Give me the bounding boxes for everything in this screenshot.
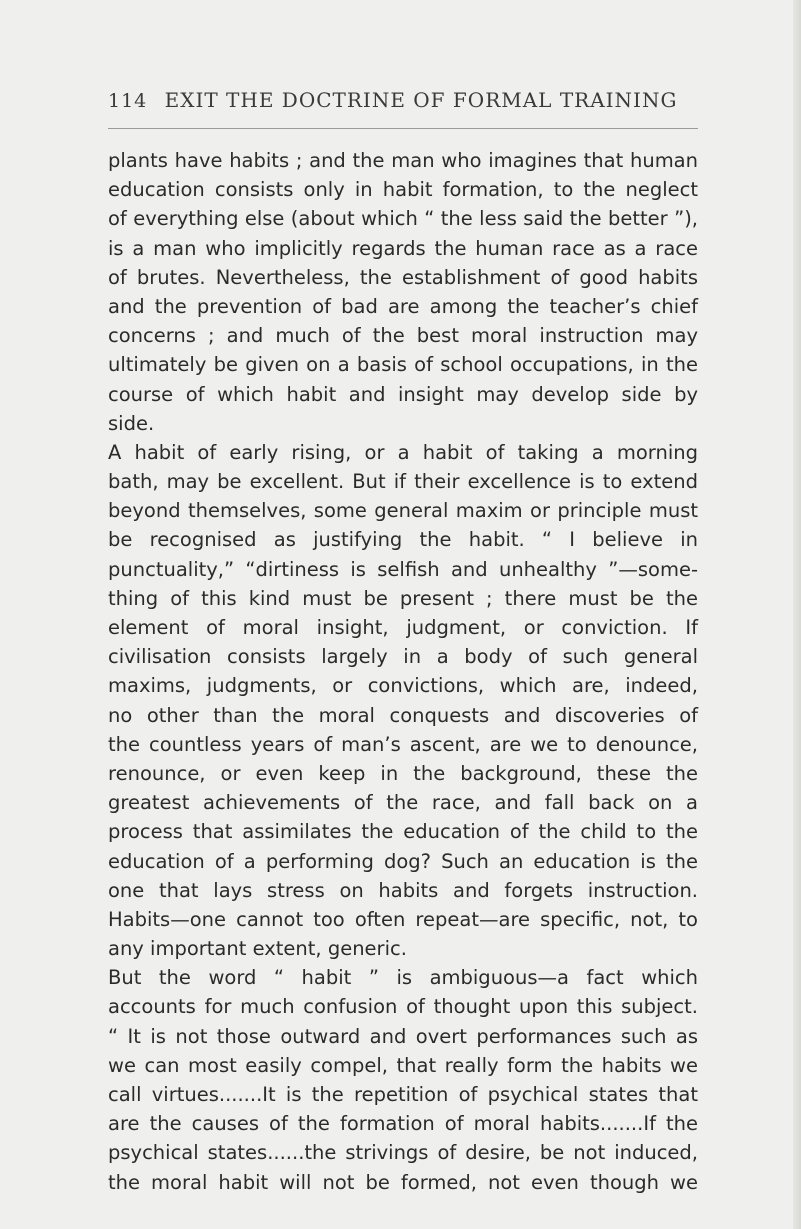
body-text <box>108 146 698 1197</box>
text-line: accounts for much confusion of thought upon this subject. <box>108 995 698 1019</box>
text-line: education consists only in habit formation, to the neglect <box>108 178 698 202</box>
text-line: be recognised as justifying the habit. “ I believe in <box>108 528 698 552</box>
text-line: concerns ; and much of the best moral instruction may <box>108 324 698 348</box>
text-line: no other than the moral conquests and discoveries of <box>108 703 698 727</box>
page-number: 114 <box>108 90 148 112</box>
text-line: greatest achievements of the race, and fall back on a <box>108 791 698 815</box>
text-line: course of which habit and insight may develop side by <box>108 382 698 406</box>
text-line: element of moral insight, judgment, or conviction. If <box>108 616 698 639</box>
header-rule <box>108 128 698 129</box>
text-line: punctuality,” “dirtiness is selfish and unhealthy ”—some- <box>108 557 698 581</box>
text-line: call virtues.......It is the repetition of psychical states that <box>108 1083 698 1106</box>
text-line: Habits—one cannot too often repeat—are specific, not, to <box>108 907 698 931</box>
text-line: of brutes. Nevertheless, the establishment of good habits <box>108 265 698 289</box>
text-line: process that assimilates the education of the child to the <box>108 820 698 844</box>
text-line: the moral habit will not be formed, not even though we <box>108 1170 698 1194</box>
text-line: and the prevention of bad are among the teacher’s chief <box>108 294 698 318</box>
text-line: maxims, judgments, or convictions, which are, indeed, <box>108 674 698 698</box>
text-line: civilisation consists largely in a body of such general <box>108 645 698 669</box>
text-line: plants have habits ; and the man who imagines that human <box>108 149 698 172</box>
text-line: But the word “ habit ” is ambiguous—a fact which <box>108 966 698 990</box>
text-line: any important extent, generic. <box>108 937 407 961</box>
text-line: side. <box>108 411 155 435</box>
text-line: one that lays stress on habits and forgets instruction. <box>108 878 698 902</box>
text-line: are the causes of the formation of moral habits.......If the <box>108 1112 698 1136</box>
text-line: we can most easily compel, that really form the habits we <box>108 1053 698 1077</box>
text-line: bath, may be excellent. But if their excellence is to extend <box>108 470 698 494</box>
page-edge-shadow <box>793 0 801 1229</box>
text-line: the countless years of man’s ascent, are we to denounce, <box>108 732 698 756</box>
running-header <box>108 88 698 112</box>
text-line: renounce, or even keep in the background, these the <box>108 761 698 785</box>
text-line: psychical states......the strivings of desire, be not induced, <box>108 1141 698 1165</box>
text-line: A habit of early rising, or a habit of taking a morning <box>108 440 698 464</box>
text-line: education of a performing dog? Such an education is the <box>108 849 698 873</box>
text-line: of everything else (about which “ the less said the better ”), <box>108 207 698 231</box>
running-title: EXIT THE DOCTRINE OF FORMAL TRAINING <box>164 88 678 112</box>
text-line: thing of this kind must be present ; there must be the <box>108 586 698 610</box>
text-line: beyond themselves, some general maxim or principle must <box>108 499 698 523</box>
text-line: “ It is not those outward and overt performances such as <box>108 1024 698 1048</box>
text-line: ultimately be given on a basis of school occupations, in the <box>108 353 698 377</box>
text-line: is a man who implicitly regards the human race as a race <box>108 236 698 260</box>
